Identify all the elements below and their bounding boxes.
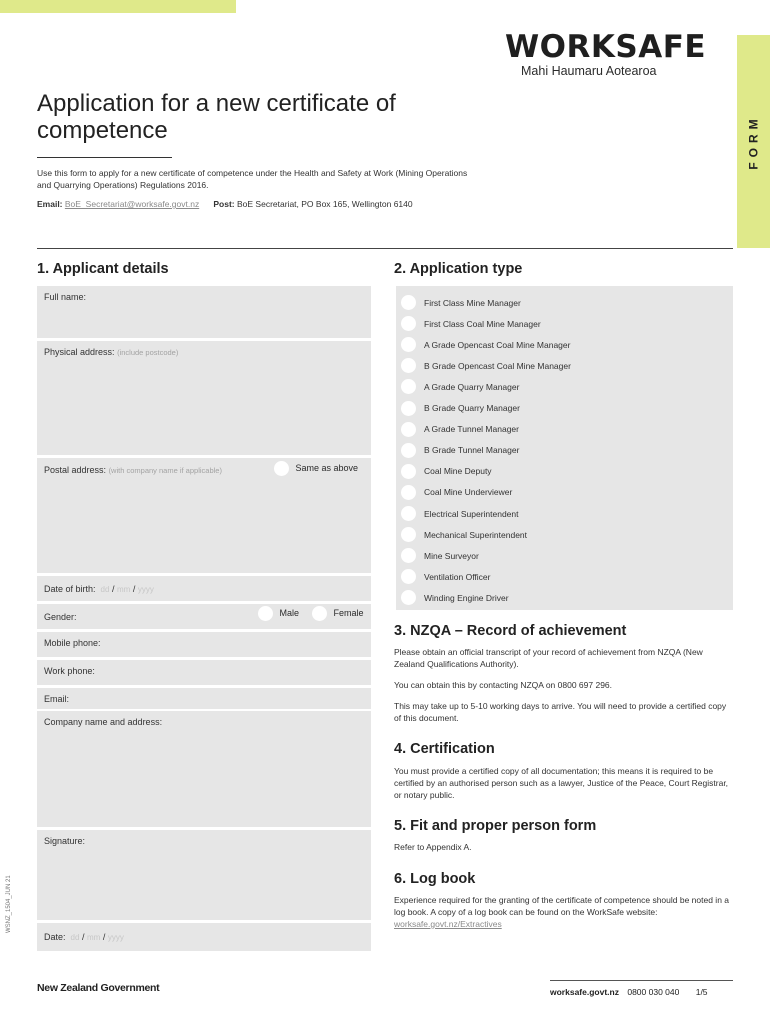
application-type-radio[interactable] xyxy=(401,590,416,605)
post-label: Post: xyxy=(213,199,235,209)
intro-text: Use this form to apply for a new certificate of competence under the Health and Safety at Work (Mining Operations and Quarrying Operations) Regulations 2016. xyxy=(37,168,468,190)
gender-male-option[interactable] xyxy=(258,606,299,621)
section3-para-3: This may take up to 5-10 working days to arrive. You will need to provide a certified copy of this document. xyxy=(394,701,727,723)
gender-male-radio[interactable] xyxy=(258,606,273,621)
signature-field[interactable] xyxy=(37,830,371,920)
extractives-link[interactable]: worksafe.govt.nz/Extractives xyxy=(394,919,502,929)
application-type-radio[interactable] xyxy=(401,422,416,437)
section6-text: Experience required for the granting of the certificate of competence should be noted in a log book. A copy of a log book can be found on the WorkSafe website: xyxy=(394,895,730,917)
section1-heading: 1. Applicant details xyxy=(37,261,169,277)
date-label-wrap xyxy=(44,932,124,942)
postal-address-label-wrap xyxy=(44,465,222,475)
work-phone-field[interactable] xyxy=(37,660,371,685)
application-type-option[interactable] xyxy=(401,378,519,395)
work-phone-label: Work phone: xyxy=(44,666,95,676)
date-field[interactable] xyxy=(37,923,371,951)
application-type-radio[interactable] xyxy=(401,295,416,310)
date-of-birth-field[interactable] xyxy=(37,576,371,601)
application-type-option[interactable] xyxy=(401,505,519,522)
application-type-label: First Class Mine Manager xyxy=(424,297,521,308)
application-type-option[interactable] xyxy=(401,463,492,480)
dob-mm: mm xyxy=(117,585,131,594)
application-type-option[interactable] xyxy=(401,315,541,332)
application-type-option[interactable] xyxy=(401,442,519,459)
application-type-radio[interactable] xyxy=(401,548,416,563)
logo-tagline: Mahi Haumaru Aotearoa xyxy=(521,64,657,78)
application-type-radio[interactable] xyxy=(401,527,416,542)
nz-government-logo: New Zealand Government xyxy=(37,982,160,994)
application-type-radio[interactable] xyxy=(401,506,416,521)
physical-address-hint: (include postcode) xyxy=(117,348,179,357)
section6-para-1 xyxy=(394,894,734,930)
full-name-field[interactable] xyxy=(37,286,371,338)
dob-yyyy: yyyy xyxy=(137,585,154,594)
date-slash-2: / xyxy=(102,932,106,942)
application-type-option[interactable] xyxy=(401,547,479,564)
date-mm: mm xyxy=(86,933,101,942)
email-field-label: Email: xyxy=(44,694,70,704)
form-code: WSNZ_1504_JUN 21 xyxy=(6,875,12,933)
physical-address-label-wrap xyxy=(44,347,178,357)
date-label: Date: xyxy=(44,932,66,942)
application-type-label: B Grade Tunnel Manager xyxy=(424,445,520,456)
company-field[interactable] xyxy=(37,711,371,827)
application-type-label: A Grade Quarry Manager xyxy=(424,381,520,392)
application-type-radio[interactable] xyxy=(401,316,416,331)
section3-para-2: You can obtain this by contacting NZQA on 0800 697 296. xyxy=(394,680,613,690)
application-type-label: First Class Coal Mine Manager xyxy=(424,318,541,329)
application-type-label: Winding Engine Driver xyxy=(424,592,509,603)
dob-label: Date of birth: xyxy=(44,584,96,594)
same-as-above-option[interactable] xyxy=(274,461,358,476)
page-number: 1/5 xyxy=(695,987,708,997)
application-type-radio[interactable] xyxy=(401,485,416,500)
header-divider xyxy=(37,248,733,249)
application-type-radio[interactable] xyxy=(401,443,416,458)
physical-address-label: Physical address: xyxy=(44,347,115,357)
application-type-label: A Grade Tunnel Manager xyxy=(424,424,519,435)
application-type-label: Electrical Superintendent xyxy=(424,508,519,519)
gender-female-option[interactable] xyxy=(312,606,364,621)
physical-address-field[interactable] xyxy=(37,341,371,455)
application-type-radio[interactable] xyxy=(401,358,416,373)
gender-field xyxy=(37,604,371,629)
page-title: Application for a new certificate of competence xyxy=(37,90,396,144)
application-type-label: B Grade Opencast Coal Mine Manager xyxy=(424,360,571,371)
section3-heading: 3. NZQA – Record of achievement xyxy=(394,623,627,639)
application-type-radio[interactable] xyxy=(401,464,416,479)
dob-slash-2: / xyxy=(132,584,136,594)
application-type-label: Mine Surveyor xyxy=(424,550,479,561)
date-yyyy: yyyy xyxy=(107,933,124,942)
gender-female-label: Female xyxy=(333,607,364,618)
application-type-label: Coal Mine Deputy xyxy=(424,466,492,477)
top-accent-bar xyxy=(0,0,236,13)
form-side-tab xyxy=(737,35,770,248)
section5-heading: 5. Fit and proper person form xyxy=(394,818,597,834)
application-type-option[interactable] xyxy=(401,421,519,438)
footer-phone: 0800 030 040 xyxy=(627,987,680,997)
application-type-option[interactable] xyxy=(401,484,512,501)
section2-heading: 2. Application type xyxy=(394,261,523,277)
application-type-radio[interactable] xyxy=(401,401,416,416)
date-slash-1: / xyxy=(81,932,85,942)
postal-address-hint: (with company name if applicable) xyxy=(108,466,222,475)
contact-line xyxy=(37,199,413,209)
form-tab-label: FORM xyxy=(746,113,761,170)
application-type-label: Mechanical Superintendent xyxy=(424,529,528,540)
date-dd: dd xyxy=(70,933,80,942)
application-type-radio[interactable] xyxy=(401,379,416,394)
signature-label: Signature: xyxy=(44,836,86,846)
same-as-above-radio[interactable] xyxy=(274,461,289,476)
same-as-above-label: Same as above xyxy=(295,462,359,473)
footer-divider xyxy=(550,980,733,981)
section3-para-1: Please obtain an official transcript of your record of achievement from NZQA (New Zealand Qualifications Authority). xyxy=(394,647,703,669)
gender-male-label: Male xyxy=(279,607,300,618)
section5-para-1: Refer to Appendix A. xyxy=(394,842,472,852)
dob-label-wrap xyxy=(44,584,154,594)
application-type-label: Coal Mine Underviewer xyxy=(424,487,513,498)
logo-wordmark: WORKSAFE xyxy=(504,29,707,65)
post-address: BoE Secretariat, PO Box 165, Wellington 6140 xyxy=(237,199,413,209)
email-link[interactable]: BoE_Secretariat@worksafe.govt.nz xyxy=(64,199,200,209)
application-type-label: A Grade Opencast Coal Mine Manager xyxy=(424,339,571,350)
section4-heading: 4. Certification xyxy=(394,741,495,757)
postal-address-label: Postal address: xyxy=(44,465,107,475)
mobile-phone-field[interactable] xyxy=(37,632,371,657)
dob-slash-1: / xyxy=(111,584,115,594)
application-type-option[interactable] xyxy=(401,526,527,543)
application-type-option[interactable] xyxy=(401,568,490,585)
application-type-option[interactable] xyxy=(401,589,509,606)
full-name-label: Full name: xyxy=(44,292,87,302)
email-label: Email: xyxy=(37,199,63,209)
application-type-option[interactable] xyxy=(401,357,571,374)
title-divider xyxy=(37,157,172,158)
application-type-option[interactable] xyxy=(401,294,521,311)
application-type-radio[interactable] xyxy=(401,569,416,584)
application-type-list xyxy=(396,286,733,610)
footer-site[interactable]: worksafe.govt.nz xyxy=(550,987,619,997)
application-type-label: B Grade Quarry Manager xyxy=(424,403,520,413)
mobile-phone-label: Mobile phone: xyxy=(44,638,101,648)
footer-info xyxy=(550,987,708,997)
application-type-label: Ventilation Officer xyxy=(424,571,491,582)
gender-label: Gender: xyxy=(44,612,77,622)
section4-para-1: You must provide a certified copy of all documentation; this means it is required to be certified by an authorised person such as a lawyer, Justice of the Peace, Court Registrar, or notary public. xyxy=(394,766,729,800)
application-type-radio[interactable] xyxy=(401,337,416,352)
postal-address-field[interactable] xyxy=(37,458,371,573)
section6-heading: 6. Log book xyxy=(394,871,476,887)
application-type-option[interactable] xyxy=(401,336,570,353)
gender-female-radio[interactable] xyxy=(312,606,327,621)
email-field[interactable] xyxy=(37,688,371,709)
company-label: Company name and address: xyxy=(44,717,163,727)
application-type-option[interactable] xyxy=(401,400,520,417)
dob-dd: dd xyxy=(100,585,110,594)
worksafe-logo xyxy=(503,30,708,78)
